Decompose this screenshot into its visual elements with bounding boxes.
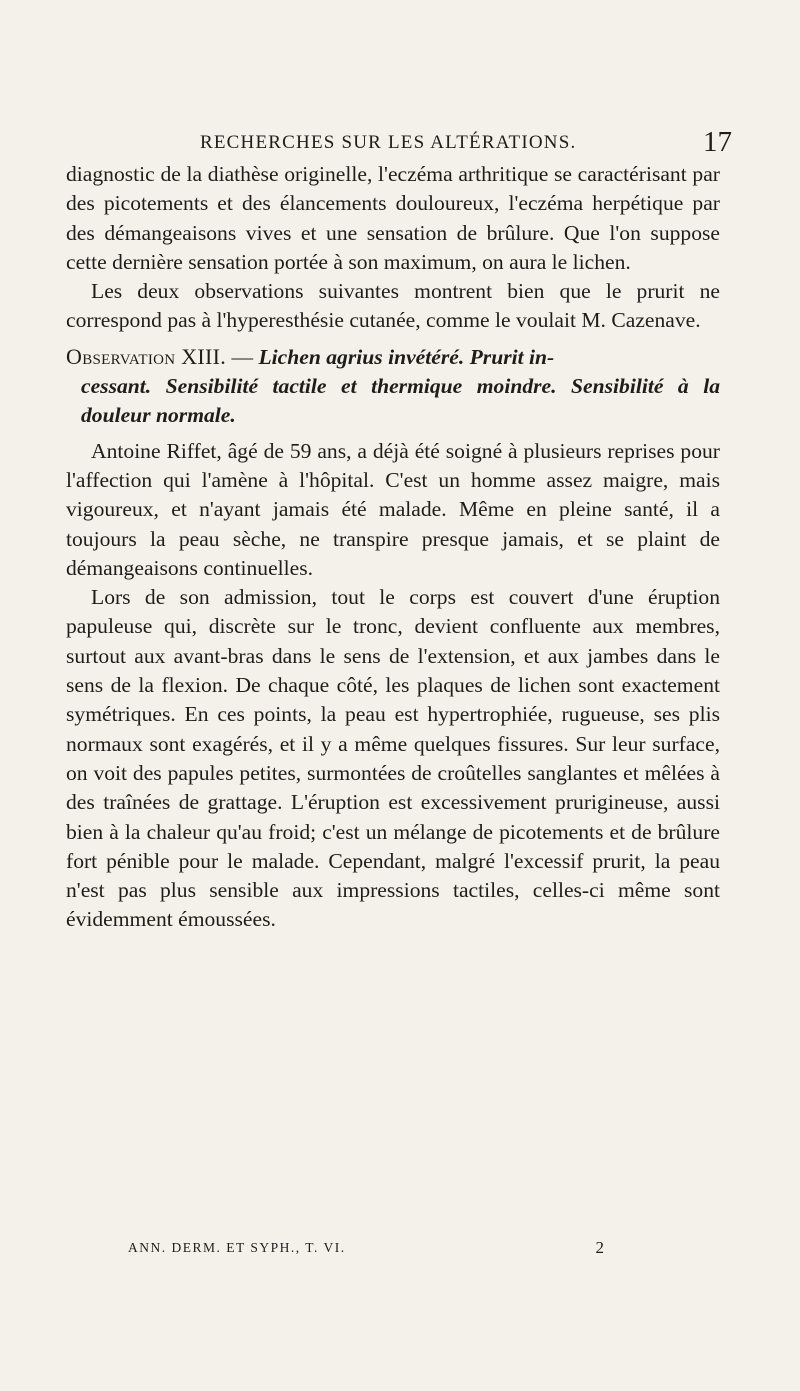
observation-label: Observation XIII. xyxy=(66,343,227,369)
paragraph-diagnostic: diagnostic de la diathèse originelle, l'eczéma arthritique se caractérisant par des picotements et des élancements douloureux, l'eczéma herpétique par des démangeaisons vives et une sensation de brûlure. Que l'on suppose cette dernière sensation portée à son maximum, on aura le lichen. xyxy=(66,162,720,274)
observation-heading xyxy=(66,342,720,431)
page-header xyxy=(72,126,732,160)
observation-title-rest: cessant. Sensibilité tactile et thermique moindre. Sensibilité à la douleur normale. xyxy=(81,374,720,428)
paragraph-admission: Lors de son admission, tout le corps est couvert d'une éruption papuleuse qui, discrète sur le tronc, devient confluente aux membres, surtout aux avant-bras dans le sens de l'extension, et aux jambes dans le sens de la flexion. De chaque côté, les plaques de lichen sont exactement symétriques. En ces points, la peau est hypertrophiée, rugueuse, ses plis normaux sont exagérés, et il y a même quelques fissures. Sur leur surface, on voit des papules petites, surmontées de croûtelles sanglantes et mêlées à des traînées de grattage. L'éruption est excessivement prurigineuse, aussi bien à la chaleur qu'au froid; c'est un mélange de picotements et de brûlure fort pénible pour le malade. Cependant, malgré l'excessif prurit, la peau n'est pas plus sensible aux impressions tactiles, celles-ci même sont évidemment émoussées. xyxy=(66,585,720,932)
body-text xyxy=(66,160,720,935)
page-footer xyxy=(128,1238,604,1262)
observation-title-first: Lichen agrius invétéré. Prurit in- xyxy=(258,344,555,369)
sheet-number: 2 xyxy=(595,1238,604,1257)
running-head: RECHERCHES SUR LES ALTÉRATIONS. xyxy=(200,132,577,153)
paragraph-observations-intro: Les deux observations suivantes montrent bien que le prurit ne correspond pas à l'hyperesthésie cutanée, comme le voulait M. Cazenave. xyxy=(66,279,720,333)
observation-dash: — xyxy=(226,344,259,369)
page-number: 17 xyxy=(703,126,732,158)
journal-reference: ANN. DERM. ET SYPH., T. VI. xyxy=(128,1240,346,1255)
paragraph-case-history: Antoine Riffet, âgé de 59 ans, a déjà été soigné à plusieurs reprises pour l'affection qui l'amène à l'hôpital. C'est un homme assez maigre, mais vigoureux, et n'ayant jamais été malade. Même en pleine santé, il a toujours la peau sèche, ne transpire presque jamais, et se plaint de démangeaisons continuelles. xyxy=(66,438,720,580)
